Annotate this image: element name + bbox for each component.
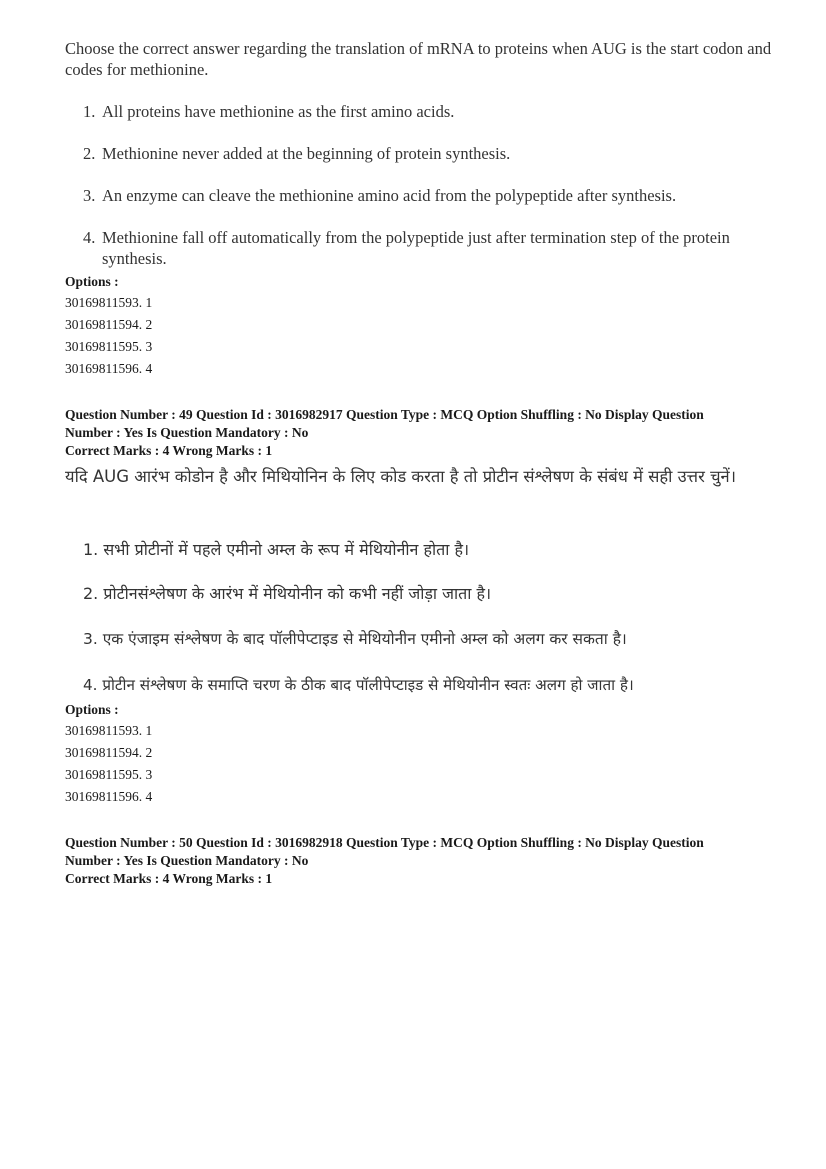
meta-line: Question Number : 50 Question Id : 3016982918 Question Type : MCQ Option Shuffling : No Display Question — [65, 835, 704, 850]
question-49-meta — [65, 406, 785, 460]
marks-line: Correct Marks : 4 Wrong Marks : 1 — [65, 443, 273, 458]
option-id: 30169811595. 3 — [65, 767, 153, 782]
option-text: Methionine fall off automatically from the polypeptide just after termination step of the protein synthesis. — [102, 228, 730, 268]
option-id: 30169811595. 3 — [65, 339, 153, 354]
hindi-option: 1. सभी प्रोटीनों में पहले एमीनो अम्ल के रूप में मेथियोनीन होता है। — [83, 540, 470, 559]
hindi-option: 3. एक एंजाइम संश्लेषण के बाद पॉलीपेप्टाइड से मेथियोनीन एमीनो अम्ल को अलग कर सकता है। — [83, 630, 627, 648]
option-number: 2. — [83, 144, 96, 163]
option-item — [65, 143, 785, 164]
option-id: 30169811593. 1 — [65, 295, 153, 310]
meta-line: Number : Yes Is Question Mandatory : No — [65, 852, 309, 868]
option-number: 1. — [83, 102, 96, 121]
option-item — [65, 101, 785, 122]
option-id: 30169811594. 2 — [65, 317, 153, 332]
question-text-hindi: यदि AUG आरंभ कोडोन है और मिथियोनिन के लिए कोड करता है तो प्रोटीन संश्लेषण के संबंध में सही उत्तर चुनें। — [65, 467, 736, 486]
option-item — [65, 227, 792, 269]
option-text: An enzyme can cleave the methionine amino acid from the polypeptide after synthesis. — [102, 186, 677, 205]
question-49-block — [65, 466, 785, 488]
option-item — [65, 185, 785, 206]
option-id: 30169811594. 2 — [65, 745, 153, 760]
option-id: 30169811596. 4 — [65, 361, 153, 376]
options-label: Options : — [65, 702, 119, 717]
option-list — [65, 101, 785, 269]
marks-line: Correct Marks : 4 Wrong Marks : 1 — [65, 871, 273, 886]
options-label: Options : — [65, 274, 119, 289]
hindi-option: 4. प्रोटीन संश्लेषण के समाप्ति चरण के ठीक बाद पॉलीपेप्टाइड से मेथियोनीन स्वतः अलग हो जाता है। — [83, 676, 634, 694]
question-text: Choose the correct answer regarding the translation of mRNA to proteins when AUG is the start codon and codes for methionine. — [65, 39, 772, 79]
option-text: Methionine never added at the beginning of protein synthesis. — [102, 144, 511, 163]
option-text: All proteins have methionine as the first amino acids. — [102, 102, 455, 121]
option-number: 3. — [83, 186, 96, 205]
meta-line: Number : Yes Is Question Mandatory : No — [65, 424, 309, 440]
hindi-option: 2. प्रोटीनसंश्लेषण के आरंभ में मेथियोनीन को कभी नहीं जोड़ा जाता है। — [83, 584, 492, 603]
question-50-meta — [65, 834, 785, 888]
option-number: 4. — [83, 228, 96, 247]
question-48-block — [65, 38, 785, 269]
option-id: 30169811596. 4 — [65, 789, 153, 804]
option-id: 30169811593. 1 — [65, 723, 153, 738]
meta-line: Question Number : 49 Question Id : 3016982917 Question Type : MCQ Option Shuffling : No Display Question — [65, 407, 704, 422]
